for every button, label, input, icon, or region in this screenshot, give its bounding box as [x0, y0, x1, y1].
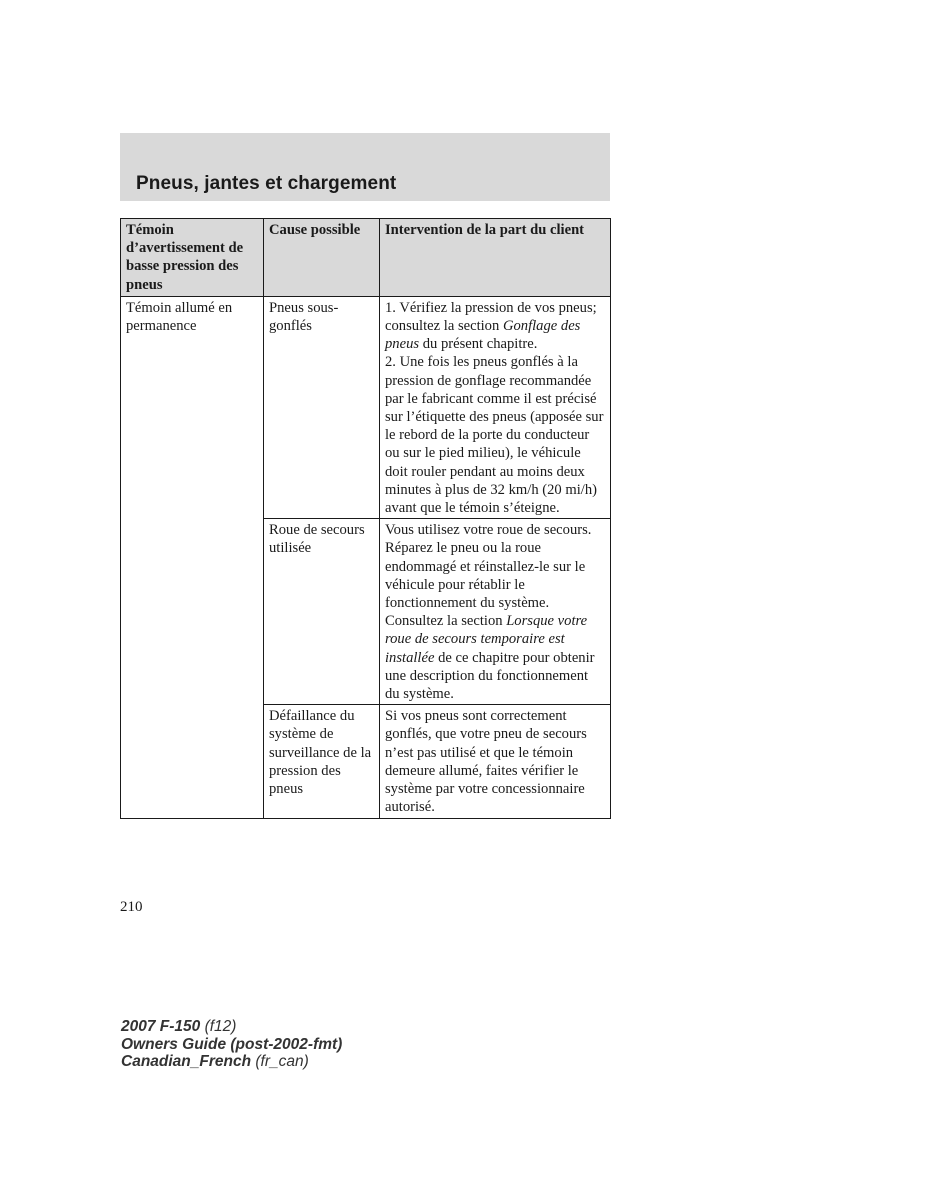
column-header-action: Intervention de la part du client — [380, 219, 611, 297]
column-header-cause: Cause possible — [264, 219, 380, 297]
cause-cell: Défaillance du système de surveillance de la pression des pneus — [264, 705, 380, 818]
footer-code: (f12) — [200, 1018, 237, 1035]
action-text: 2. Une fois les pneus gonflés à la pression de gonflage recommandée par le fabricant comme il est précisé sur l’étiquette des pneus (apposée sur le rebord de la porte du conducteur ou sur le pied milieu), le véhicule doit rouler pendant au moins deux minutes à plus de 32 km/h (20 mi/h) avant que le témoin s’éteigne. — [385, 354, 604, 517]
section-title: Pneus, jantes et chargement — [136, 173, 397, 194]
column-header-indicator: Témoin d’avertissement de basse pression des pneus — [121, 219, 264, 297]
document-footer — [121, 1018, 342, 1071]
cause-cell: Pneus sous-gonflés — [264, 296, 380, 518]
action-cell — [380, 519, 611, 705]
footer-locale: (fr_can) — [251, 1053, 309, 1070]
action-reference: Lorsque votre roue de secours temporaire est installée — [385, 613, 588, 666]
footer-line — [121, 1036, 342, 1054]
action-cell: Si vos pneus sont correctement gonflés, que votre pneu de secours n’est pas utilisé et que le témoin demeure allumé, faites vérifier le système par votre concessionnaire autorisé. — [380, 705, 611, 818]
action-reference: Gonflage des pneus — [385, 318, 581, 353]
footer-line — [121, 1053, 342, 1071]
footer-language: Canadian_French — [121, 1053, 252, 1070]
tpms-warning-table — [120, 218, 611, 819]
footer-line — [121, 1018, 342, 1036]
indicator-cell: Témoin allumé en permanence — [121, 296, 264, 818]
action-text: 1. Vérifiez la pression de vos pneus; consultez la section — [385, 299, 597, 335]
cause-cell: Roue de secours utilisée — [264, 519, 380, 705]
action-text: du présent chapitre. — [419, 336, 538, 353]
footer-guide: Owners Guide (post-2002-fmt) — [121, 1035, 343, 1053]
footer-model: 2007 F-150 — [121, 1018, 201, 1035]
table-row — [121, 296, 611, 518]
page-number: 210 — [120, 899, 143, 915]
action-text: de ce chapitre pour obtenir une description du fonctionnement du système. — [385, 649, 595, 703]
table-header-row — [121, 219, 611, 297]
section-header-band — [120, 133, 610, 201]
action-cell — [380, 296, 611, 518]
action-text: Vous utilisez votre roue de secours. Réparez le pneu ou la roue endommagé et réinstallez-le sur le véhicule pour rétablir le fonctionnement du système. Consultez la section — [385, 522, 592, 630]
